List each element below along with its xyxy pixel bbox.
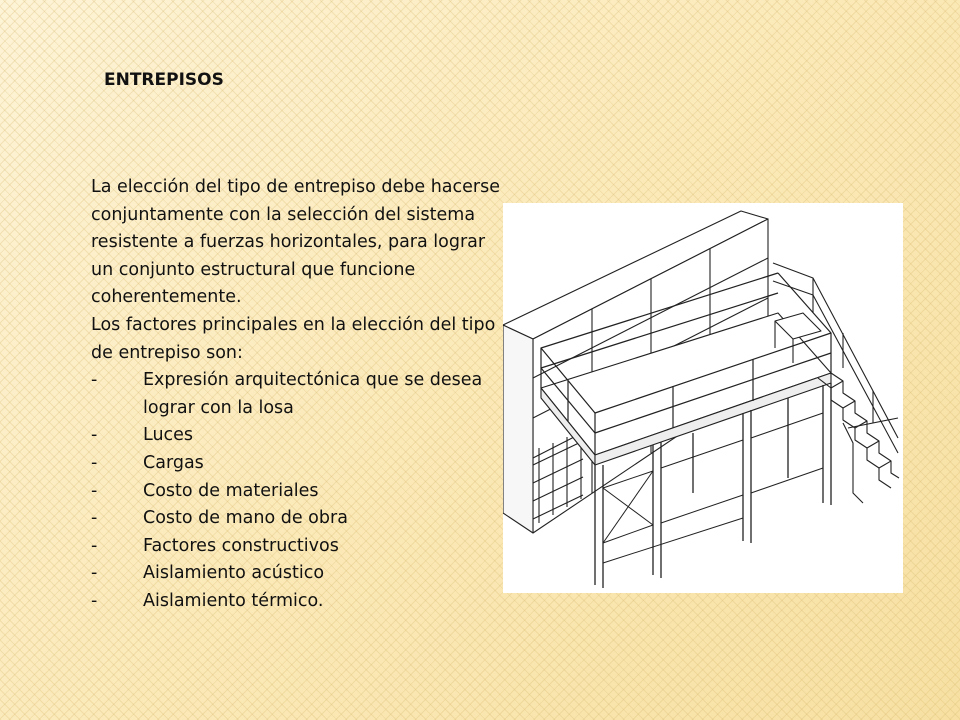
list-item	[91, 478, 501, 506]
bullet-marker: -	[91, 370, 98, 391]
list-item-text: Aislamiento acústico	[143, 563, 325, 584]
list-item-text: Expresión arquitectónica que se desea lograr con la losa	[143, 370, 483, 418]
list-item	[91, 367, 501, 422]
list-item-text: Costo de materiales	[143, 480, 319, 501]
list-item	[91, 588, 501, 616]
list-item	[91, 450, 501, 478]
slide-title: ENTREPISOS	[104, 70, 224, 90]
list-item-text: Aislamiento térmico.	[143, 590, 324, 611]
bullet-marker: -	[91, 590, 98, 611]
mezzanine-drawing	[503, 203, 903, 593]
list-item	[91, 560, 501, 588]
bullet-marker: -	[91, 563, 98, 584]
bullet-marker: -	[91, 508, 98, 529]
slide-body	[91, 174, 501, 616]
bullet-marker: -	[91, 452, 98, 473]
paragraph-2: Los factores principales en la elección del tipo de entrepiso son:	[91, 314, 496, 363]
list-item-text: Luces	[143, 425, 194, 446]
bullet-marker: -	[91, 480, 98, 501]
paragraph-1: La elección del tipo de entrepiso debe hacerse conjuntamente con la selección del sistema resistente a fuerzas horizontales, para lograr un conjunto estructural que funcione coherentemente.	[91, 177, 500, 308]
list-item	[91, 422, 501, 450]
list-item-text: Cargas	[143, 452, 204, 473]
list-item-text: Costo de mano de obra	[143, 508, 348, 529]
list-item	[91, 505, 501, 533]
bullet-marker: -	[91, 425, 98, 446]
list-item	[91, 533, 501, 561]
mezzanine-structure-illustration	[503, 203, 903, 593]
list-item-text: Factores constructivos	[143, 535, 339, 556]
factor-list	[91, 367, 501, 615]
bullet-marker: -	[91, 535, 98, 556]
